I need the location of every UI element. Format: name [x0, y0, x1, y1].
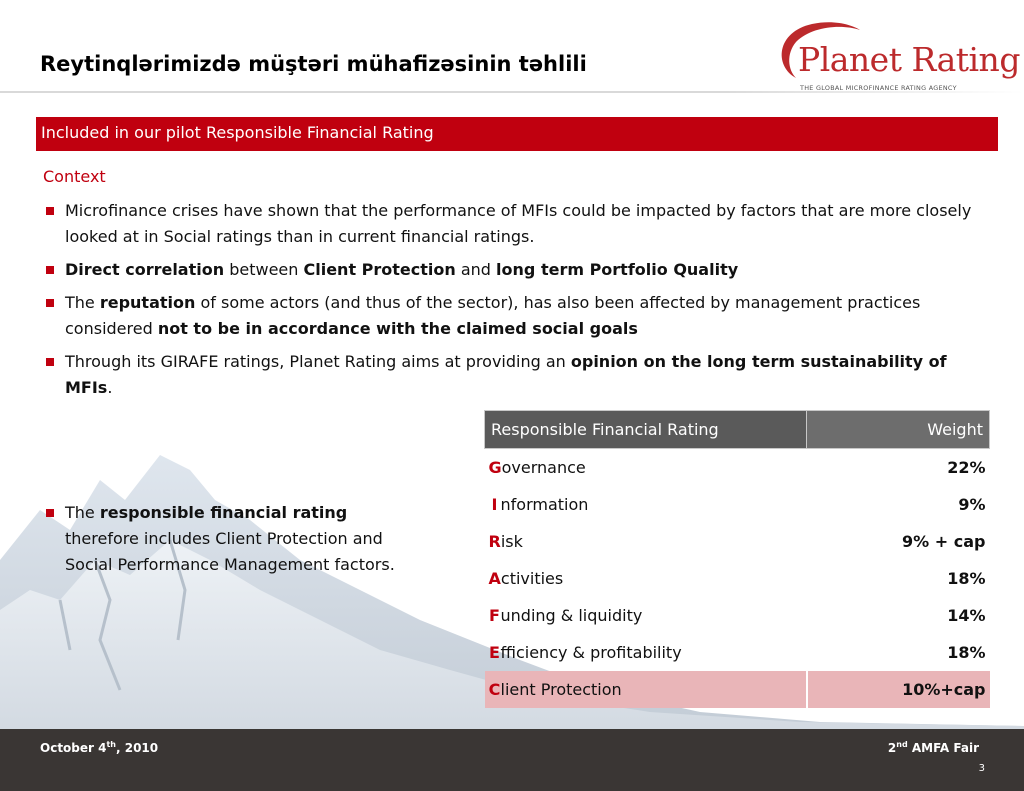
bullet-item — [43, 257, 998, 283]
weight-cell: 14% — [947, 606, 986, 625]
bold-text: reputation — [99, 293, 196, 312]
footer-bar — [0, 729, 1024, 791]
logo-tagline: THE GLOBAL MICROFINANCE RATING AGENCY — [800, 84, 957, 92]
bullet-item — [43, 500, 425, 578]
table-row — [485, 560, 990, 597]
criterion-label: ctivities — [500, 569, 564, 588]
weight-cell: 22% — [947, 458, 986, 477]
bullet-item — [43, 198, 998, 250]
bold-text: responsible financial rating — [99, 503, 348, 522]
bullet-text: The — [65, 293, 100, 312]
logo-name: Planet Rating — [798, 40, 1020, 79]
date-suffix: th — [106, 740, 116, 749]
table-row-highlighted — [485, 671, 990, 708]
criterion-cell — [485, 560, 807, 597]
page-title: Reytinqlərimizdə müştəri mühafizəsinin təhlili — [40, 52, 587, 76]
criterion-initial: F — [489, 606, 500, 625]
bullet-item — [43, 290, 998, 342]
criterion-label: overnance — [501, 458, 586, 477]
event-suffix: nd — [896, 740, 908, 749]
criterion-initial: E — [489, 643, 500, 662]
bullet-square-icon — [46, 266, 54, 274]
criterion-cell — [485, 597, 807, 634]
criterion-label: unding & liquidity — [500, 606, 643, 625]
criterion-label: lient Protection — [500, 680, 622, 699]
column-header-weight: Weight — [807, 411, 990, 449]
date-text: October 4 — [40, 741, 107, 755]
table-row — [485, 486, 990, 523]
bullet-square-icon — [46, 299, 54, 307]
weight-cell: 9% + cap — [902, 532, 986, 551]
criterion-cell — [485, 523, 807, 560]
bullet-text: Microfinance crises have shown that the performance of MFIs could be impacted by factors that are more closely looked at in Social ratings than in current financial ratings. — [65, 201, 972, 246]
bullet-text: . — [107, 378, 113, 397]
criterion-initial: I — [491, 495, 498, 514]
bullet-square-icon — [46, 207, 54, 215]
weight-cell: 18% — [947, 569, 986, 588]
table-header-row — [485, 411, 990, 449]
bold-text: opinion on the long term sustainability of MFIs — [65, 352, 947, 397]
event-text: AMFA Fair — [907, 741, 979, 755]
bullet-text: between — [224, 260, 304, 279]
bold-text: not to be in accordance with the claimed social goals — [157, 319, 638, 338]
bold-text: long term Portfolio Quality — [496, 260, 739, 279]
criterion-cell — [485, 671, 807, 708]
bold-text: Direct correlation — [65, 260, 225, 279]
criterion-cell — [485, 634, 807, 671]
date-text: , 2010 — [116, 741, 159, 755]
bullet-text: Through its GIRAFE ratings, Planet Rating aims at providing an — [65, 352, 571, 371]
table-row — [485, 523, 990, 560]
bullet-text: The — [65, 503, 100, 522]
planet-rating-logo — [772, 18, 1020, 100]
bullet-text: therefore includes Client Protection and Social Performance Management factors. — [65, 529, 395, 574]
criterion-initial: C — [488, 680, 501, 699]
context-heading: Context — [43, 167, 106, 186]
criterion-initial: G — [488, 458, 502, 477]
criterion-label: isk — [500, 532, 523, 551]
bullet-square-icon — [46, 358, 54, 366]
criterion-label: fficiency & profitability — [500, 643, 682, 662]
table-row — [485, 597, 990, 634]
bold-text: Client Protection — [303, 260, 456, 279]
section-banner: Included in our pilot Responsible Financial Rating — [36, 117, 998, 151]
rating-weights-table — [484, 410, 990, 708]
bullet-square-icon — [46, 509, 54, 517]
bullet-text: of some actors (and thus of the sector), has also been affected by management practices considered — [65, 293, 921, 338]
criterion-cell — [485, 449, 807, 487]
criterion-label: nformation — [500, 495, 589, 514]
criterion-initial: R — [488, 532, 501, 551]
column-header-criterion: Responsible Financial Rating — [485, 411, 807, 449]
criterion-cell — [485, 486, 807, 523]
bullet-item — [43, 349, 998, 401]
footer-event — [888, 740, 979, 755]
weight-cell: 9% — [958, 495, 986, 514]
table-row — [485, 634, 990, 671]
footer-date — [40, 740, 158, 755]
table-row — [485, 449, 990, 487]
bullet-text: and — [455, 260, 497, 279]
page-number: 3 — [978, 763, 985, 774]
weight-cell: 10%+cap — [807, 671, 990, 708]
weight-cell: 18% — [947, 643, 986, 662]
criterion-initial: A — [488, 569, 501, 588]
event-text: 2 — [887, 741, 897, 755]
context-section — [43, 166, 998, 408]
